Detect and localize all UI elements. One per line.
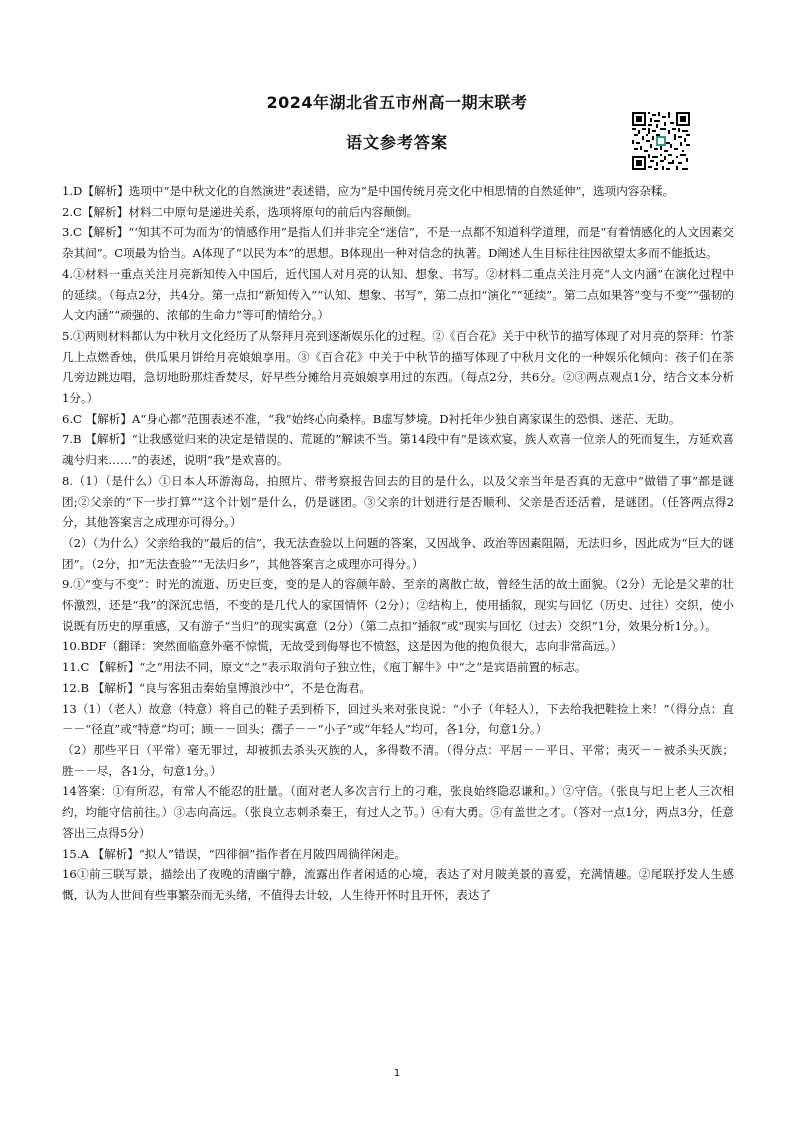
answer-paragraph: 3.C【解析】“‘知其不可为而为’的情感作用”是指人们并非完全“迷信”，不是一点都不知道科学道理，而是“有着情感化的人文因素交杂其间”。C项最为恰当。A体现了“以民为本”的思想。B体现出一种对信念的执著。D阐述人生目标往往因欲望太多而不能抵达。 (62, 225, 734, 261)
answer-paragraph: 4.①材料一重点关注月亮新知传入中国后，近代国人对月亮的认知、想象、书写。②材料二重点关注月亮“人文内涵”在演化过程中的延续。（每点2分，共4分。第一点扣“新知传入”“认知、想象、书写”，第二点扣“演化”“延续”。第二点如果答“变与不变”“强韧的人文内涵”“顽强的、浓郁的生命力”等可酌情给分。） (62, 266, 734, 323)
answer-paragraph: （2）那些平日（平常）毫无罪过，却被抓去杀头灭族的人，多得数不清。（得分点：平居－－平日、平常；夷灭－－被杀头灭族；胜－－尽，各1分，句意1分。） (62, 742, 734, 778)
exam-title: 2024年湖北省五市州高一期末联考 (266, 93, 528, 112)
answer-paragraph: 9.①“变与不变”：时光的流逝、历史巨变，变的是人的容颜年龄、至亲的离散亡故，曾经生活的故土面貌。（2分）无论是父辈的壮怀激烈，还是“我”的深沉忠悟，不变的是几代人的家国情怀（2分）；②结构上，使用插叙，现实与回忆（历史、过往）交织，使小说既有历史的厚重感，又有游子“当归”的现实寓意（2分）（第二点扣“插叙”或“现实与回忆（过去）交织”1分，效果分析1分。）。 (62, 577, 734, 633)
answer-paragraph: 13（1）（老人）故意（特意）将自己的鞋子丢到桥下，回过头来对张良说：“小子（年轻人），下去给我把鞋捡上来！”（得分点：直－－“径直”或“特意”均可；顾－－回头；孺子－－“小子”或“年轻人”均可，各1分，句意1分。） (62, 701, 734, 737)
page-number: 1 (393, 1068, 401, 1079)
answer-paragraph: 12.B 【解析】“良与客狙击秦始皇博浪沙中”，不是仓海君。 (62, 680, 372, 695)
answer-paragraph: 15.A 【解析】“拟人”错误，“四徘徊”指作者在月陂四周徜徉闲走。 (62, 846, 407, 861)
answer-paragraph: 6.C 【解析】A“身心都”范围表述不准，“我”始终心向桑梓。B虚写梦境。D衬托年少独自离家谋生的恐惧、迷茫、无助。 (62, 411, 681, 426)
answer-paragraph: （2）（为什么）父亲给我的“最后的信”，我无法查验以上问题的答案，又因战争、政治等因素阻隔，无法归乡，因此成为“巨大的谜团”。（2分，扣“无法查验”“无法归乡”，其他答案言之成理亦可得分。） (62, 535, 734, 571)
answer-paragraph: 8.（1）（是什么）①日本人环游海岛，拍照片、带考察报告回去的目的是什么，以及父亲当年是否真的无意中“做错了事”都是谜团;②父亲的“下一步打算”“这个计划”是什么，仍是谜团。③父亲的计划进行是否顺利、父亲是否还活着，是谜团。（任答两点得2分，其他答案言之成理亦可得分。） (62, 473, 734, 530)
answer-paragraph: 16①前三联写景，描绘出了夜晚的清幽宁静，流露出作者闲适的心境，表达了对月陂美景的喜爱，充满情趣。②尾联抒发人生感慨，认为人世间有些事繁杂而无头绪，不值得去计较，人生待开怀时且开怀，表达了 (62, 867, 734, 902)
answer-key-title: 语文参考答案 (345, 133, 448, 152)
answer-paragraph: 1.D【解析】选项中“是中秋文化的自然演进”表述错，应为“是中国传统月亮文化中相思情的自然延伸”，选项内容杂糅。 (62, 184, 675, 198)
answer-paragraph: 2.C【解析】材料二中原句是递进关系，选项将原句的前后内容颠倒。 (62, 204, 419, 219)
answer-paragraph: 5.①两则材料都认为中秋月文化经历了从祭拜月亮到逐渐娱乐化的过程。②《百合花》关于中秋节的描写体现了对月亮的祭拜：竹茶几上点燃香烛，供瓜果月饼给月亮娘娘享用。③《百合花》中关于中秋节的描写体现了中秋月文化的一种娱乐化倾向：孩子们在茶几旁边跳边唱，急切地盼那炷香焚尽，好早些分摊给月亮娘娘享用过的东西。（每点2分，共6分。②③两点观点1分，结合文本分析1分。） (62, 328, 734, 406)
answer-paragraph: 11.C 【解析】“之”用法不同，原文“之”表示取消句子独立性，《庖丁解牛》中“之”是宾语前置的标志。 (62, 660, 587, 675)
answer-paragraph: 14答案：①有所忍，有常人不能忍的肚量。（面对老人多次言行上的刁难，张良始终隐忍谦和。）②守信。（张良与圯上老人三次相约，均能守信前往。）③志向高远。（张良立志刺杀秦王，有过人之节。）④有大勇。⑤有盖世之才。（答对一点1分，两点3分，任意答出三点得5分） (62, 784, 734, 840)
answer-paragraph: 7.B 【解析】“让我感觉归来的决定是错误的、荒诞的”解读不当。第14段中有“是该欢宴，族人欢喜一位亲人的死而复生，方延欢喜魂兮归来……”的表述，说明“我”是欢喜的。 (62, 432, 734, 468)
answer-paragraph: 10.BDF（翻译：突然面临意外毫不惊慌，无故受到侮辱也不愤怒，这是因为他的抱负很大，志向非常高远。） (62, 639, 623, 654)
answer-body (62, 181, 734, 906)
qr-code-icon (632, 112, 690, 170)
